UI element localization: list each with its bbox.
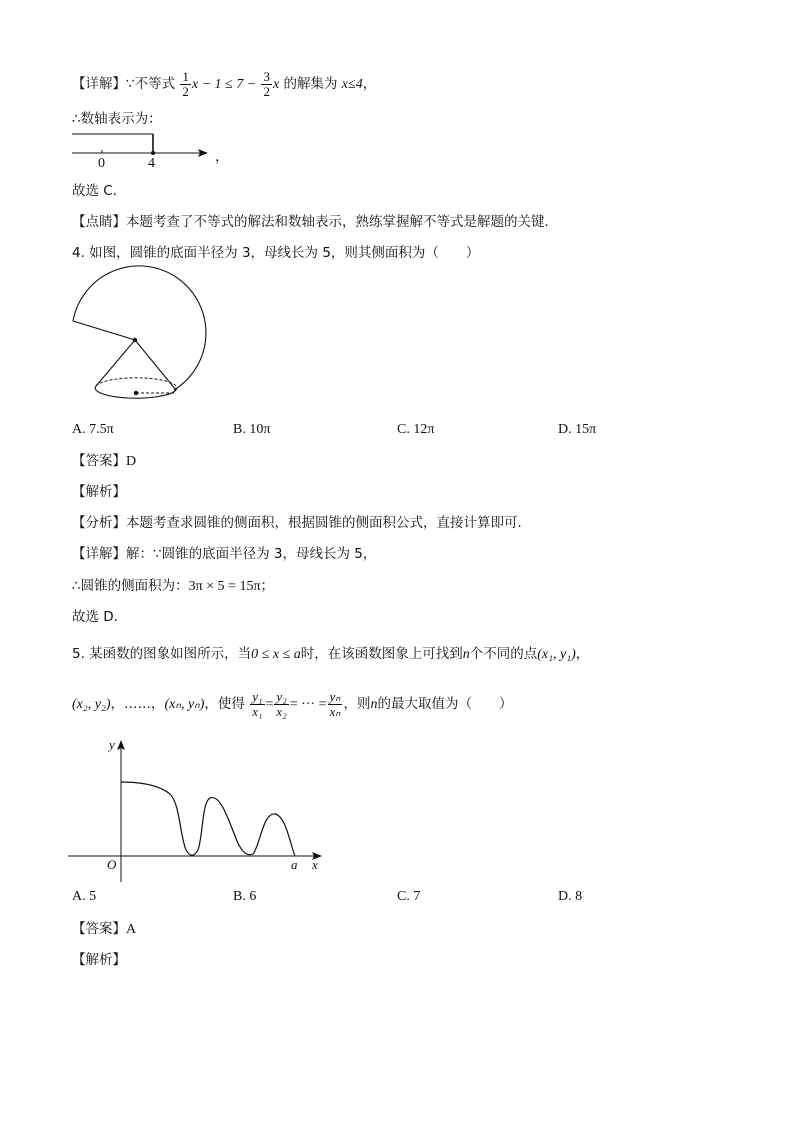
solid-point-4: [151, 151, 155, 155]
apex-point: [133, 338, 137, 342]
sep: ，……，: [110, 696, 165, 712]
detail-text: 解：∵圆锥的底面半径为 3，母线长为 5，: [126, 546, 377, 562]
detail-label: 【详解】: [72, 546, 126, 562]
q4-detail: [72, 544, 376, 564]
comment-label: 【点睛】: [72, 214, 126, 230]
fraction-1-2: $\frac{1}{2}$: [182, 68, 189, 99]
q5-option-d[interactable]: D. 8: [558, 889, 583, 904]
answer-value: A: [126, 922, 137, 937]
answer-value: D: [126, 454, 137, 469]
cone-figure: [68, 268, 208, 410]
tick-label-0: 0: [98, 156, 105, 171]
q3-choice: 故选 C．: [72, 183, 127, 199]
base-center-point: [134, 391, 138, 395]
detail-label: 【详解】: [72, 76, 126, 92]
q5-stem-line1: [72, 644, 589, 665]
comment-text: 本题考查了不等式的解法和数轴表示，熟练掌握解不等式是解题的关键．: [126, 214, 558, 230]
numline-intro: ∴数轴表示为：: [72, 111, 162, 127]
q4-option-a[interactable]: A. 7.5π: [72, 422, 114, 437]
then-text: ，则: [343, 696, 371, 712]
q5-analysis-label: 【解析】: [72, 952, 126, 968]
point-2: (x₂, y₂): [72, 697, 111, 712]
x-axis-label: x: [312, 857, 318, 872]
q5-option-b[interactable]: B. 6: [233, 889, 257, 904]
q3-comment: [72, 212, 558, 232]
inequality-middle: x − 1 ≤ 7 −: [191, 77, 257, 92]
origin-label: O: [107, 857, 117, 872]
stem-part3: 个不同的点: [469, 646, 538, 662]
a-label: a: [291, 857, 298, 872]
q5-option-a[interactable]: A. 5: [72, 889, 97, 904]
stem-part4: ，: [575, 646, 590, 662]
analysis-sub-label: 【分析】: [72, 515, 126, 531]
sector-outline: [73, 266, 206, 390]
stem-part1: 5. 某函数的图象如图所示，当: [72, 646, 252, 662]
line2-var-n: n: [370, 697, 378, 712]
q4-option-b[interactable]: B. 10π: [233, 422, 271, 437]
function-curve: [121, 782, 295, 856]
stem-condition: 0 ≤ x ≤ a: [251, 647, 301, 662]
y-axis-label: y: [109, 737, 115, 752]
line2-end: 的最大取值为（ ）: [377, 696, 513, 712]
inequality-var: x: [272, 77, 280, 92]
base-back: [96, 378, 177, 390]
stem-var-n: n: [462, 647, 470, 662]
solution-set: x≤4: [341, 77, 363, 92]
q5-stem-line2: [72, 684, 512, 724]
solution-end: ，: [362, 76, 377, 92]
answer-label: 【答案】: [72, 453, 126, 469]
answer-label: 【答案】: [72, 921, 126, 937]
tick-label-4: 4: [148, 156, 155, 171]
q4-choice: 故选 D．: [72, 609, 128, 625]
q4-analysis-label: 【解析】: [72, 484, 126, 500]
stem-part2: 时，在该函数图象上可找到: [300, 646, 463, 662]
result-prefix: ∴圆锥的侧面积为：: [72, 578, 189, 594]
result-suffix: ；: [260, 578, 275, 594]
result-formula: 3π × 5 = 15π: [188, 579, 261, 594]
analysis-text: 本题考查求圆锥的侧面积，根据圆锥的侧面积公式，直接计算即可．: [126, 515, 531, 531]
ratio-2: $\frac{\text{y₂}}{\text{x₂}}$: [276, 688, 287, 719]
eq-2: = ··· =: [289, 697, 327, 712]
fraction-3-2: $\frac{3}{2}$: [263, 68, 270, 99]
make-text: ，使得: [204, 696, 245, 712]
numline-comma: ，: [215, 150, 229, 165]
detail-suffix: 的解集为: [283, 76, 338, 92]
q5-answer: [72, 919, 136, 940]
q4-answer: [72, 451, 136, 472]
q4-option-d[interactable]: D. 15π: [558, 422, 597, 437]
eq-1: =: [265, 697, 274, 712]
stem-point-1: (x₁, y₁): [537, 647, 576, 662]
q5-option-c[interactable]: C. 7: [397, 889, 421, 904]
ratio-1: $\frac{\text{y₁}}{\text{x₁}}$: [252, 688, 263, 719]
q3-detail-line: [72, 64, 376, 104]
point-n: (xₙ, yₙ): [164, 697, 205, 712]
q4-stem: 4. 如图，圆锥的底面半径为 3，母线长为 5，则其侧面积为（ ）: [72, 245, 480, 261]
q4-option-c[interactable]: C. 12π: [397, 422, 435, 437]
ratio-n: $\frac{\text{yₙ}}{\text{xₙ}}$: [329, 688, 341, 719]
q4-analysis: [72, 513, 531, 533]
q4-result: [72, 576, 274, 597]
detail-prefix: ∵不等式: [126, 76, 176, 92]
